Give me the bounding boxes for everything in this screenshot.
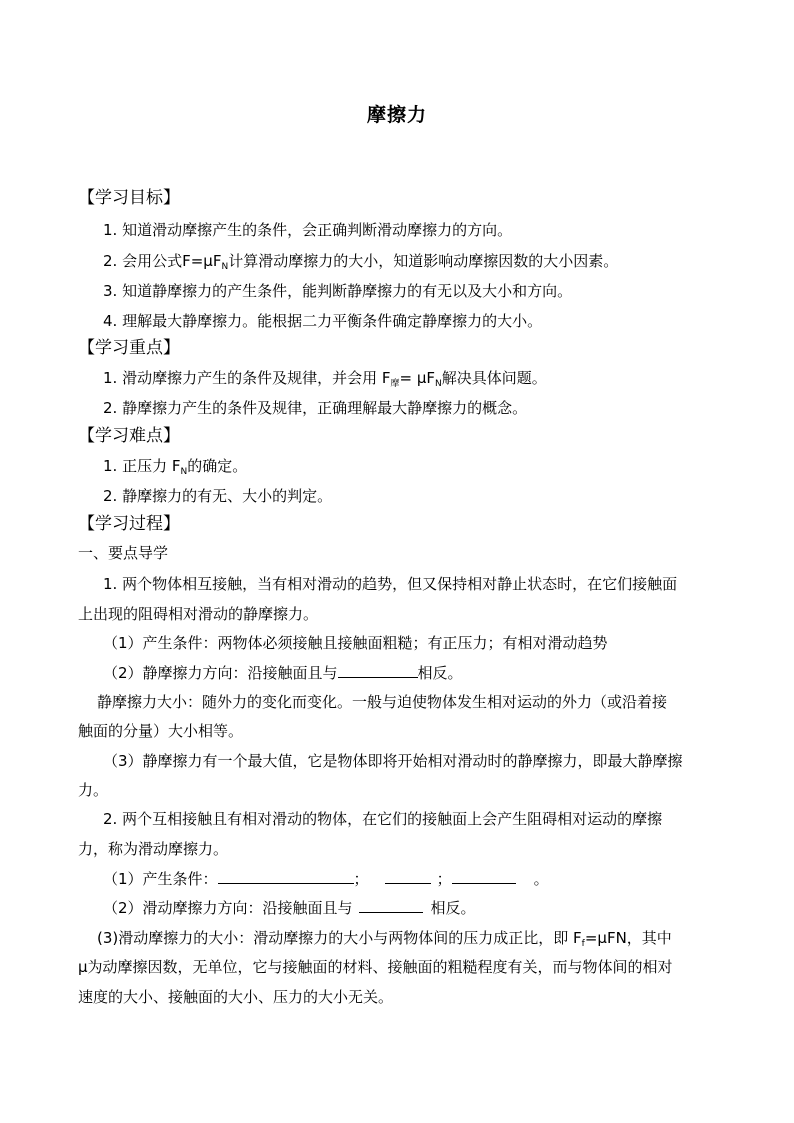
objective-item-2-text-b: 计算滑动摩擦力的大小，知道影响动摩擦因数的大小因素。 <box>228 252 619 270</box>
difficulty-item-1-text-b: 的确定。 <box>187 457 248 475</box>
sliding-friction-size-text-a: (3)滑动摩擦力的大小：滑动摩擦力的大小与两物体间的压力成正比，即 F <box>97 929 582 947</box>
fill-in-blank[interactable] <box>452 869 516 884</box>
key-point-item-1-subscript-2: N <box>435 379 442 389</box>
key-point-item-1-text-c: 解决具体问题。 <box>441 369 547 387</box>
key-point-item-2: 2. 静摩擦力产生的条件及规律，正确理解最大静摩擦力的概念。 <box>103 399 528 417</box>
difficulty-item-1-text-a: 1. 正压力 F <box>103 457 181 475</box>
static-friction-direction-text-b: 相反。 <box>417 664 463 682</box>
max-static-friction-line-1: （3）静摩擦力有一个最大值，它是物体即将开始相对滑动时的静摩擦力，即最大静摩擦 <box>103 752 683 770</box>
key-point-item-1-subscript: 摩 <box>390 379 400 389</box>
difficulty-item-1 <box>103 456 247 482</box>
sliding-friction-direction-text-b: 相反。 <box>430 899 476 917</box>
objective-item-3: 3. 知道静摩擦力的产生条件，能判断静摩擦力的有无以及大小和方向。 <box>103 282 573 300</box>
sliding-friction-size-line-2: μ为动摩擦因数，无单位，它与接触面的材料、接触面的粗糙程度有关，而与物体间的相对 <box>78 958 673 976</box>
fill-in-blank[interactable] <box>338 663 418 678</box>
separator: ； <box>436 870 452 888</box>
static-friction-direction <box>103 663 463 683</box>
difficulty-item-1-subscript: N <box>180 467 188 477</box>
static-friction-condition: （1）产生条件：两物体必须接触且接触面粗糙；有正压力；有相对滑动趋势 <box>103 634 608 652</box>
objective-item-1: 1. 知道滑动摩擦产生的条件，会正确判断滑动摩擦力的方向。 <box>103 221 513 239</box>
sentence-end: 。 <box>533 870 549 888</box>
separator: ； <box>353 870 369 888</box>
static-friction-direction-text-a: （2）静摩擦力方向：沿接触面且与 <box>103 664 338 682</box>
objective-item-2-text-a: 2. 会用公式F=μF <box>103 252 222 270</box>
static-friction-size-line-2: 触面的分量）大小相等。 <box>78 722 244 740</box>
part-1-title: 一、要点导学 <box>78 544 169 562</box>
max-static-friction-line-2: 力。 <box>78 781 109 799</box>
sliding-friction-size-line-3: 速度的大小、接触面的大小、压力的大小无关。 <box>78 988 394 1006</box>
sliding-friction-direction-text-a: （2）滑动摩擦力方向：沿接触面且与 <box>103 899 353 917</box>
key-point-item-1-text-b: = μF <box>399 369 436 387</box>
sliding-friction-direction <box>103 898 476 918</box>
paragraph-2-line-1: 2. 两个互相接触且有相对滑动的物体，在它们的接触面上会产生阻碍相对运动的摩擦 <box>103 810 663 828</box>
difficulties-heading: 【学习难点】 <box>78 426 180 446</box>
paragraph-1-line-2: 上出现的阻碍相对滑动的静摩擦力。 <box>78 605 319 623</box>
sliding-friction-condition-label: （1）产生条件： <box>103 870 218 888</box>
paragraph-1-line-1: 1. 两个物体相互接触，当有相对滑动的趋势，但又保持相对静止状态时，在它们接触面 <box>103 575 678 593</box>
fill-in-blank[interactable] <box>218 869 354 884</box>
sliding-friction-size-text-b: =μFN，其中 <box>584 929 672 947</box>
difficulty-item-2: 2. 静摩擦力的有无、大小的判定。 <box>103 487 333 505</box>
sliding-friction-size-line-1 <box>97 928 672 954</box>
objective-item-2 <box>103 251 618 277</box>
key-points-heading: 【学习重点】 <box>78 338 180 358</box>
key-point-item-1 <box>103 368 547 394</box>
static-friction-size-line-1: 静摩擦力大小：随外力的变化而变化。一般与迫使物体发生相对运动的外力（或沿着接 <box>97 693 668 711</box>
page-title: 摩擦力 <box>366 104 427 126</box>
objectives-heading: 【学习目标】 <box>78 188 180 208</box>
fill-in-blank[interactable] <box>359 898 423 913</box>
sliding-friction-condition <box>103 869 549 889</box>
objective-item-4: 4. 理解最大静摩擦力。能根据二力平衡条件确定静摩擦力的大小。 <box>103 312 543 330</box>
paragraph-2-line-2: 力，称为滑动摩擦力。 <box>78 840 229 858</box>
sliding-friction-size-subscript: f <box>581 939 585 949</box>
process-heading: 【学习过程】 <box>78 514 180 534</box>
objective-item-2-subscript: N <box>221 262 229 272</box>
key-point-item-1-text-a: 1. 滑动摩擦力产生的条件及规律，并会用 F <box>103 369 391 387</box>
fill-in-blank[interactable] <box>385 869 431 884</box>
